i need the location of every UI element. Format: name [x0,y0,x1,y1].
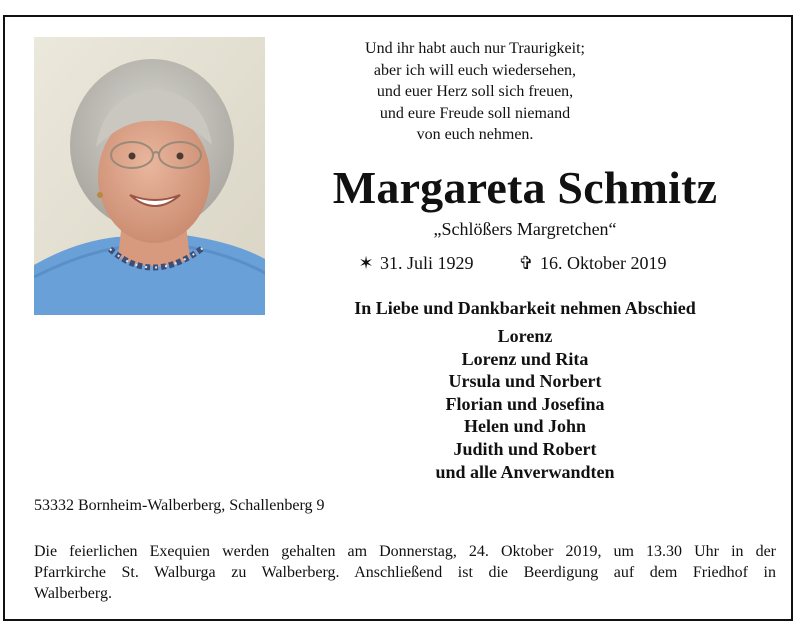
funeral-service-notice [34,541,776,604]
mourner-entry: Ursula und Norbert [448,371,602,392]
birth-star-icon: ✶ [358,253,374,273]
poem-line: Und ihr habt auch nur Traurigkeit; [365,40,585,57]
mourner-entry: Florian und Josefina [445,393,605,414]
family-address: 53332 Bornheim-Walberberg, Schallenberg 9 [34,497,325,514]
birth-date: 31. Juli 1929 [380,253,474,273]
mourner-entry: und alle Anverwandten [435,461,615,482]
cross-icon: ✞ [518,253,534,273]
death-date: 16. Oktober 2019 [540,253,667,273]
portrait-image [34,37,265,315]
mourners-list [380,325,670,483]
service-line: Walberberg. [34,585,112,602]
mourner-entry: Lorenz und Rita [461,348,589,369]
farewell-heading: In Liebe und Dankbarkeit nehmen Abschied [354,298,696,318]
deceased-name: Margareta Schmitz [332,162,718,213]
service-line: Pfarrkirche St. Walburga zu Walberberg. Anschließend ist die Beerdigung auf dem Friedhof in [34,564,776,581]
poem-line: und euer Herz soll sich freuen, [376,83,574,100]
service-line: Die feierlichen Exequien werden gehalten am Donnerstag, 24. Oktober 2019, um 13.30 Uhr in der [34,543,776,560]
poem-line: von euch nehmen. [416,126,534,143]
portrait-photo [34,37,265,315]
poem-line: und eure Freude soll niemand [379,104,571,122]
poem-verse [350,38,600,146]
life-dates [330,250,730,276]
death-date-group [518,250,666,276]
mourner-entry: Helen und John [463,416,587,437]
birth-date-group [358,250,474,276]
mourner-entry: Judith und Robert [453,438,597,459]
deceased-nickname: „Schlößers Margretchen“ [433,219,617,239]
poem-line: aber ich will euch wiedersehen, [373,61,577,79]
mourner-entry: Lorenz [497,326,553,346]
